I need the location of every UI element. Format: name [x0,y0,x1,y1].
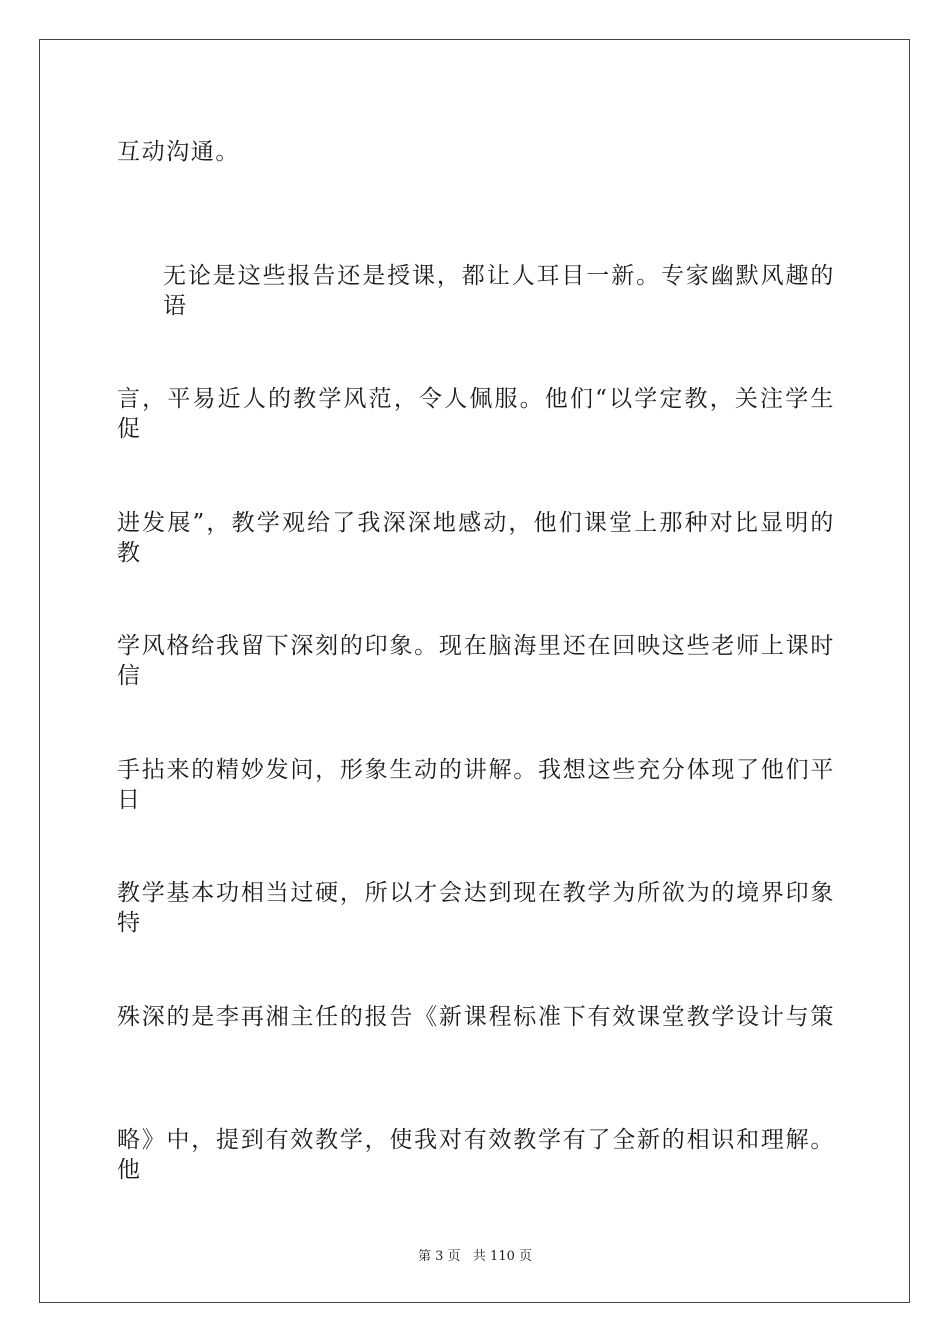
paragraph-line-9: 略》中，提到有效教学，使我对有效教学有了全新的相识和理解。他 [117,1127,835,1183]
paragraph-line-2: 无论是这些报告还是授课，都让人耳目一新。专家幽默风趣的语 [163,263,835,319]
paragraph-line-3: 言，平易近人的教学风范，令人佩服。他们“以学定教，关注学生促 [117,386,835,442]
paragraph-line-8: 殊深的是李再湘主任的报告《新课程标准下有效课堂教学设计与策 [117,1004,835,1030]
page-border [39,39,910,1303]
page-number-footer: 第 3 页 共 110 页 [417,1249,532,1264]
paragraph-line-5: 学风格给我留下深刻的印象。现在脑海里还在回映这些老师上课时信 [117,633,835,689]
paragraph-line-6: 手拈来的精妙发问，形象生动的讲解。我想这些充分体现了他们平日 [117,757,835,813]
paragraph-line-4: 进发展”，教学观给了我深深地感动，他们课堂上那种对比显明的教 [117,510,835,566]
paragraph-line-1: 互动沟通。 [117,139,240,165]
paragraph-line-7: 教学基本功相当过硬，所以才会达到现在教学为所欲为的境界印象特 [117,880,835,936]
